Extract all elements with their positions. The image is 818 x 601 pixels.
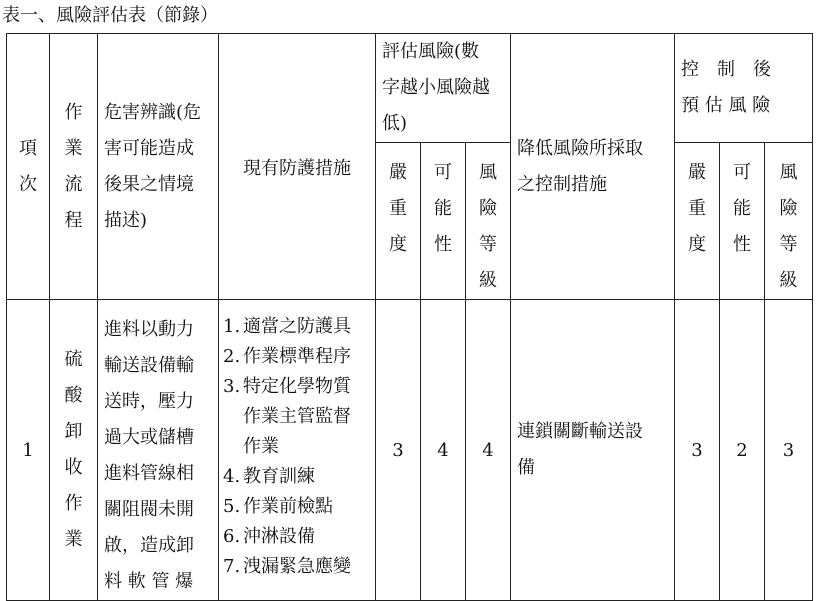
header-workflow — [50, 34, 98, 300]
header-current-protection-text: 現有防護措施 — [243, 157, 351, 179]
header-likelihood-text: 可 能 性 — [434, 162, 452, 255]
header-item-no — [7, 34, 50, 300]
header-hazard-text: 危害辨識(危 害可能造成 後果之情境 描述) — [104, 101, 202, 231]
list-item: 3. 特定化學物質 作業主管監督 作業 — [223, 376, 351, 457]
header-current-protection — [219, 34, 376, 300]
cell-post-severity — [675, 300, 720, 601]
header-control-measures-text: 降低風險所採取 之控制措施 — [517, 137, 644, 195]
cell-risk-level-text: 4 — [482, 439, 494, 461]
cell-workflow — [50, 300, 98, 601]
header-post-severity-text: 嚴 重 度 — [688, 162, 707, 255]
header-hazard — [98, 34, 219, 300]
header-post-control-risk-text: 控 制 後 預 估 風 險 — [681, 59, 772, 116]
risk-assessment-table — [6, 33, 813, 601]
table-caption: 表一、風險評估表（節錄） — [2, 5, 218, 26]
header-risk-level-text: 風 險 等 級 — [479, 162, 497, 291]
cell-severity — [376, 300, 421, 601]
list-item: 6. 沖淋設備 — [223, 526, 315, 547]
header-post-likelihood-text: 可 能 性 — [733, 162, 752, 255]
header-severity — [376, 143, 421, 300]
header-likelihood — [421, 143, 466, 300]
list-item: 1. 適當之防護具 — [223, 316, 351, 337]
header-post-severity — [675, 143, 720, 300]
cell-control-measures-text: 連鎖關斷輸送設 備 — [517, 421, 644, 478]
cell-item-no-text: 1 — [22, 439, 34, 461]
header-post-likelihood — [720, 143, 765, 300]
cell-post-severity-text: 3 — [691, 439, 703, 461]
cell-severity-text: 3 — [392, 439, 404, 461]
cell-likelihood — [421, 300, 466, 601]
cell-control-measures — [511, 300, 675, 601]
cell-post-likelihood — [720, 300, 765, 601]
table-row — [7, 300, 813, 601]
list-item: 7. 洩漏緊急應變 — [223, 556, 351, 577]
cell-hazard — [98, 300, 219, 601]
header-item-no-text: 項 次 — [19, 137, 37, 195]
cell-current-protection — [219, 300, 376, 601]
header-post-risk-level-text: 風 險 等 級 — [779, 162, 798, 291]
cell-item-no — [7, 300, 50, 601]
list-item: 5. 作業前檢點 — [223, 496, 333, 517]
cell-post-risk-level-text: 3 — [782, 439, 795, 461]
cell-likelihood-text: 4 — [437, 439, 449, 461]
header-risk-level — [466, 143, 511, 300]
header-severity-text: 嚴 重 度 — [389, 162, 407, 255]
current-protection-list — [219, 312, 375, 582]
header-post-control-risk — [675, 34, 813, 143]
cell-hazard-text: 進料以動力 輸送設備輸 送時，壓力 過大或儲槽 進料管線相 關阻閥未開 啟，造成卸 料 軟 管 爆 — [104, 319, 194, 592]
cell-workflow-text: 硫 酸 卸 收 作 業 — [64, 349, 83, 550]
header-assessed-risk-text: 評估風險(數 字越小風險越 低) — [382, 41, 490, 134]
cell-risk-level — [466, 300, 511, 601]
list-item: 4. 教育訓練 — [223, 466, 315, 487]
cell-post-likelihood-text: 2 — [736, 439, 748, 461]
header-post-risk-level — [765, 143, 813, 300]
header-workflow-text: 作 業 流 程 — [64, 101, 83, 231]
header-control-measures — [511, 34, 675, 300]
header-assessed-risk — [376, 34, 511, 143]
list-item: 2. 作業標準程序 — [223, 346, 351, 367]
cell-post-risk-level — [765, 300, 813, 601]
